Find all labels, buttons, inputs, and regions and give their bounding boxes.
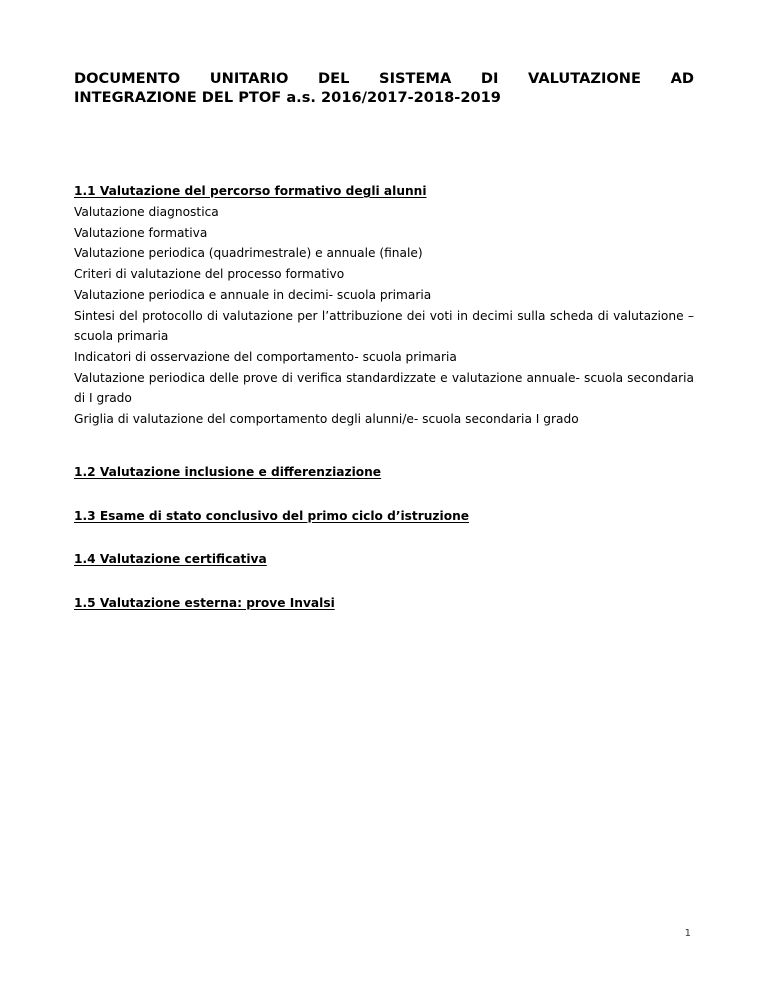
list-item: Valutazione periodica (quadrimestrale) e annuale (finale) [74, 246, 423, 261]
document-title-line-2: INTEGRAZIONE DEL PTOF a.s. 2016/2017-2018-2019 [74, 89, 501, 106]
section-1-2 [74, 464, 694, 481]
list-item: Indicatori di osservazione del comportamento- scuola primaria [74, 349, 457, 364]
section-1-5 [74, 595, 694, 612]
list-item: Sintesi del protocollo di valutazione per l’attribuzione dei voti in decimi sulla scheda di valutazione – scuola primaria [74, 308, 694, 344]
list-item: Criteri di valutazione del processo formativo [74, 267, 345, 282]
section-heading: 1.1 Valutazione del percorso formativo degli alunni [74, 184, 427, 198]
list-item: Valutazione periodica delle prove di verifica standardizzate e valutazione annuale- scuola secondaria di I grado [74, 370, 694, 406]
section-heading: 1.3 Esame di stato conclusivo del primo ciclo d’istruzione [74, 509, 470, 523]
document-title [74, 69, 694, 107]
section-1-4 [74, 551, 694, 568]
section-item-list [74, 202, 694, 430]
document-title-line-1: DOCUMENTO UNITARIO DEL SISTEMA DI VALUTAZIONE AD [74, 70, 694, 87]
section-heading: 1.2 Valutazione inclusione e differenziazione [74, 465, 382, 479]
list-item: Valutazione formativa [74, 225, 208, 240]
list-item: Griglia di valutazione del comportamento degli alunni/e- scuola secondaria I grado [74, 412, 579, 427]
list-item: Valutazione periodica e annuale in decimi- scuola primaria [74, 287, 432, 302]
page-number: 1 [684, 928, 691, 939]
section-1-3 [74, 508, 694, 525]
section-1-1 [74, 183, 694, 430]
section-heading: 1.4 Valutazione certificativa [74, 552, 267, 566]
section-heading: 1.5 Valutazione esterna: prove Invalsi [74, 596, 335, 610]
list-item: Valutazione diagnostica [74, 205, 219, 219]
